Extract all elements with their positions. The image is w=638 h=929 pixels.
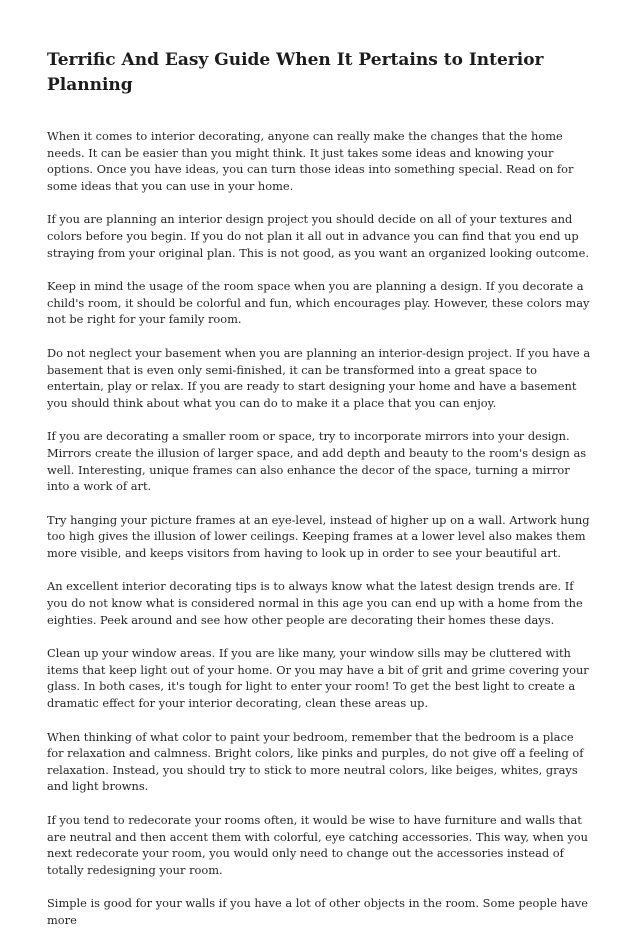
page-title: Terrific And Easy Guide When It Pertains to Interior Planning — [47, 50, 544, 95]
paragraph-5: If you are decorating a smaller room or space, try to incorporate mirrors into your design. Mirrors create the illusion of larger space, and add depth and beauty to the room's design as well. Interesting, unique frames can also enhance the decor of the space, turning a mirror into a work of art. — [47, 429, 587, 494]
paragraph-8: Clean up your window areas. If you are like many, your window sills may be cluttered with items that keep light out of your home. Or you may have a bit of grit and grime covering your glass. In both cases, it's tough for light to enter your room! To get the best light to create a dramatic effect for your interior decorating, clean these areas up. — [47, 646, 589, 711]
paragraph-2: If you are planning an interior design project you should decide on all of your textures and colors before you begin. If you do not plan it all out in advance you can find that you end up straying from your original plan. This is not good, as you want an organized looking outcome. — [47, 212, 589, 260]
article-body — [47, 128, 592, 929]
paragraph-11: Simple is good for your walls if you have a lot of other objects in the room. Some people have more — [47, 896, 588, 927]
paragraph-10: If you tend to redecorate your rooms often, it would be wise to have furniture and walls that are neutral and then accent them with colorful, eye catching accessories. This way, when you next redecorate your room, you would only need to change out the accessories instead of totally redesigning your room. — [47, 813, 588, 877]
paragraph-7: An excellent interior decorating tips is to always know what the latest design trends are. If you do not know what is considered normal in this age you can end up with a home from the eighties. Peek around and see how other people are decorating their homes these days. — [47, 579, 583, 627]
paragraph-3: Keep in mind the usage of the room space when you are planning a design. If you decorate a child's room, it should be colorful and fun, which encourages play. However, these colors may not be right for your family room. — [47, 279, 590, 327]
paragraph-6: Try hanging your picture frames at an eye-level, instead of higher up on a wall. Artwork hung too high gives the illusion of lower ceilings. Keeping frames at a lower level also makes them more visible, and keeps visitors from having to look up in order to see your beautiful art. — [47, 512, 590, 560]
paragraph-4: Do not neglect your basement when you are planning an interior-design project. If you have a basement that is even only semi-finished, it can be transformed into a great space to entertain, play or relax. If you are ready to start designing your home and have a basement you should think about what you can do to make it a place that you can enjoy. — [47, 345, 591, 410]
paragraph-9: When thinking of what color to paint your bedroom, remember that the bedroom is a place for relaxation and calmness. Bright colors, like pinks and purples, do not give off a feeling of relaxation. Instead, you should try to stick to more neutral colors, like beiges, whites, grays and light browns. — [47, 729, 584, 794]
paragraph-1: When it comes to interior decorating, anyone can really make the changes that the home needs. It can be easier than you might think. It just takes some ideas and knowing your options. Once you have ideas, you can turn those ideas into something special. Read on for some ideas that you can use in your home. — [47, 129, 574, 193]
